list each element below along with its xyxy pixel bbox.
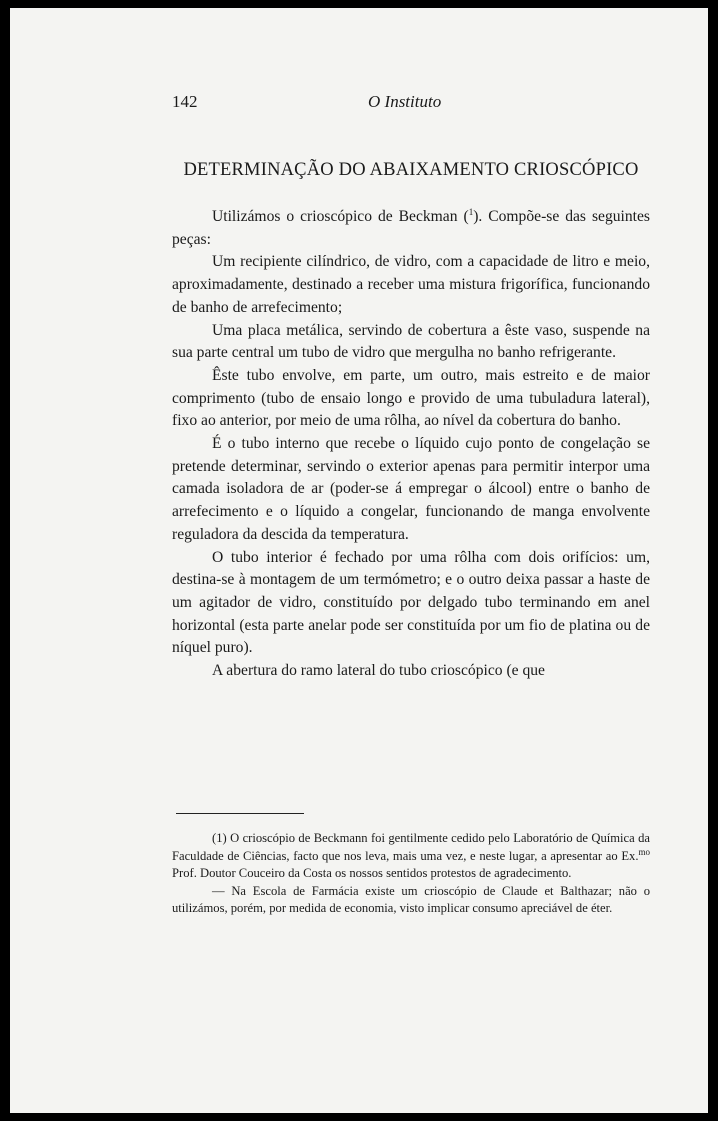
paragraph: O tubo interior é fechado por uma rôlha com dois orifícios: um, destina-se à montagem de um termómetro; e o outro deixa passar a haste de um agitador de vidro, constituído por delgado tubo terminando em anel horizontal (esta parte anelar pode ser constituída por um fio de platina ou de níquel puro).: [172, 548, 650, 657]
footnote-divider: [176, 813, 304, 814]
page-header: [10, 92, 708, 116]
footnote-marker: (1): [212, 831, 227, 845]
paragraph: Um recipiente cilíndrico, de vidro, com a capacidade de litro e meio, aproximadamente, destinado a receber uma mistura frigorífica, funcionando de banho de arrefecimento;: [172, 253, 650, 316]
footnote: — Na Escola de Farmácia existe um crioscópio de Claude et Balthazar; não o utilizámos, porém, por medida de economia, visto implicar consumo apreciável de éter.: [172, 883, 650, 916]
section-title: DETERMINAÇÃO DO ABAIXAMENTO CRIOSCÓPICO: [183, 160, 639, 180]
paragraph: Êste tubo envolve, em parte, um outro, mais estreito e de maior comprimento (tubo de ensaio longo e provido de uma tubuladura lateral), fixo ao anterior, por meio de uma rôlha, ao nível da cobertura do banho.: [172, 366, 650, 430]
paragraph-text: ). Compõe-se das seguintes peças:: [172, 208, 650, 248]
paragraph: Uma placa metálica, servindo de cobertura a êste vaso, suspende na sua parte central um tubo de vidro que mergulha no banho refrigerante.: [172, 321, 650, 362]
footnote-reference: 1: [468, 206, 474, 217]
footnote-text: O crioscópio de Beckmann foi gentilmente cedido pelo Laboratório de Química da Faculdade de Ciências, facto que nos leva, mais uma vez, e neste lugar, a apresentar ao Ex.: [172, 831, 650, 863]
body-text: [172, 206, 650, 683]
superscript: mo: [638, 846, 650, 857]
footnote: [172, 830, 650, 883]
footnotes: [172, 830, 650, 918]
paragraph: É o tubo interno que recebe o líquido cujo ponto de congelação se pretende determinar, servindo o exterior apenas para permitir interpor uma camada isoladora de ar (poder-se á empregar o álcool) entre o banho de arrefecimento e o líquido a congelar, funcionando de manga envolvente reguladora da descida da temperatura.: [172, 435, 650, 543]
paragraph: A abertura do ramo lateral do tubo crioscópico (e que: [212, 662, 545, 680]
paragraph: [172, 206, 650, 251]
footnote-text: Prof. Doutor Couceiro da Costa os nossos sentidos protestos de agradecimento.: [172, 866, 572, 881]
paragraph-text: Utilizámos o crioscópico de Beckman (: [212, 208, 469, 225]
running-title: O Instituto: [368, 92, 442, 111]
scanned-page: [10, 8, 708, 1113]
page-number: 142: [172, 92, 198, 111]
